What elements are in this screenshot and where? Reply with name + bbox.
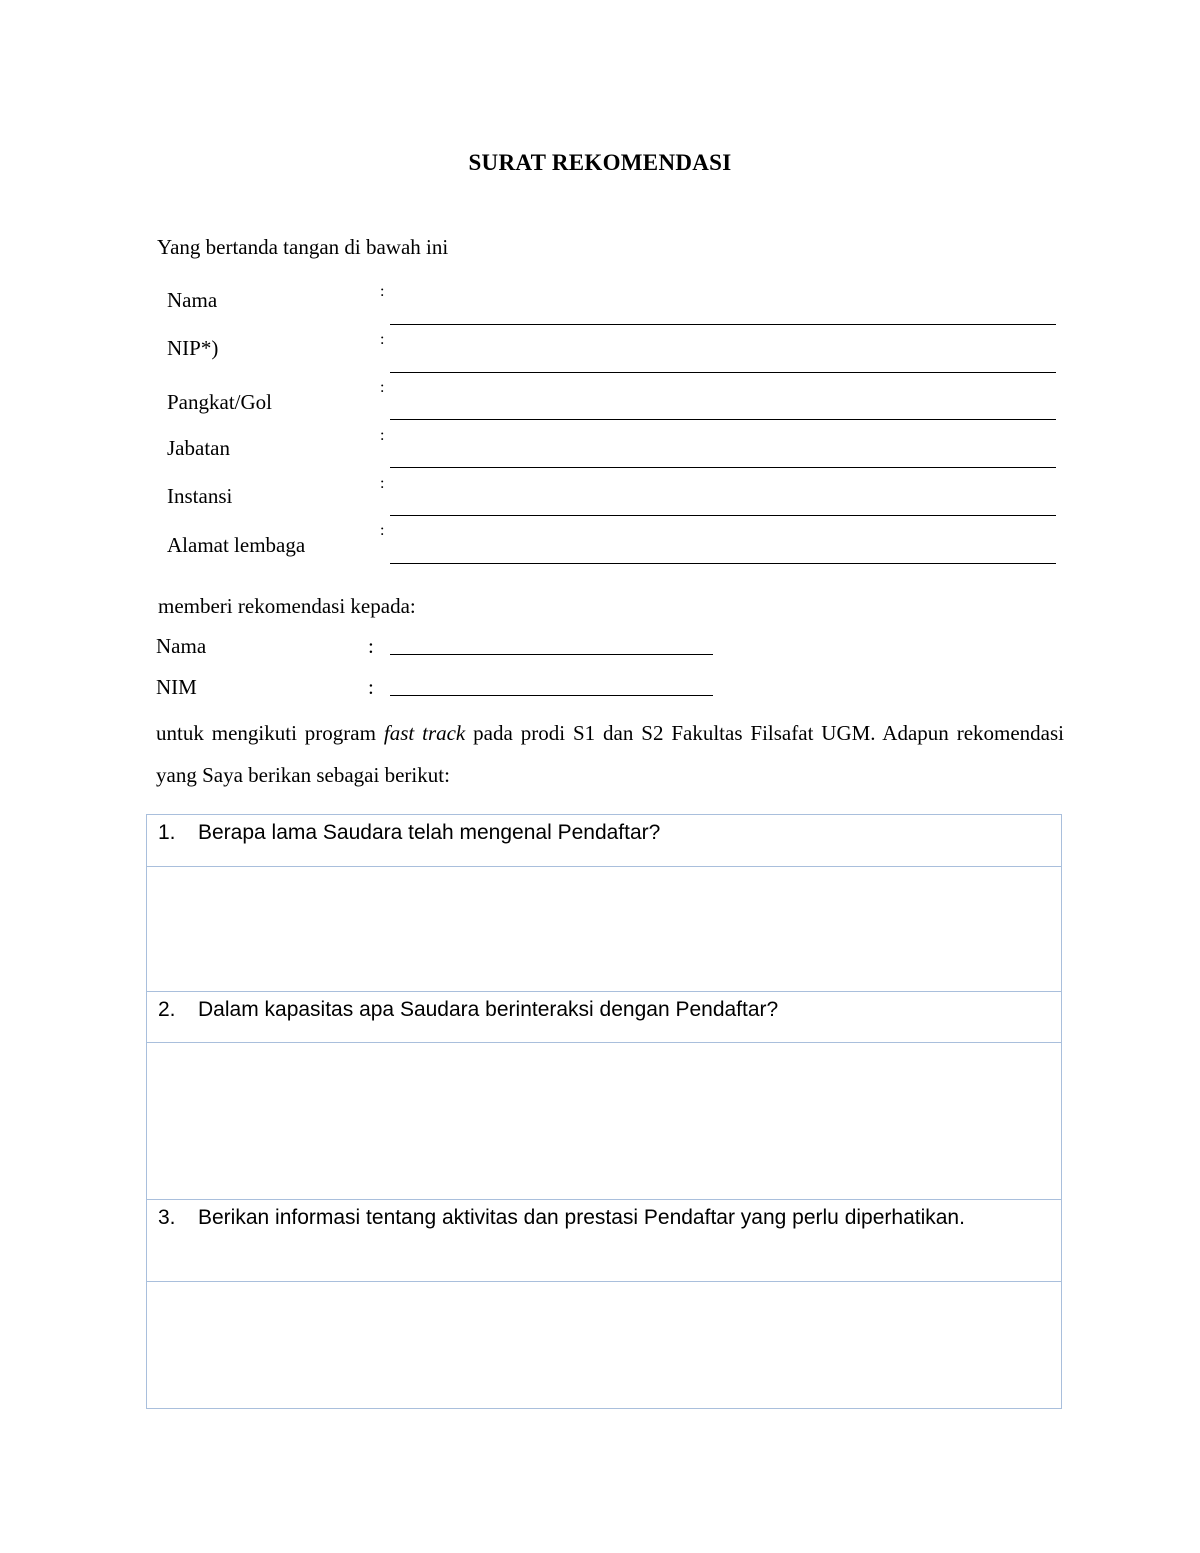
- answer-cell[interactable]: [147, 1043, 1062, 1200]
- program-paragraph: [156, 712, 1064, 796]
- document-title: SURAT REKOMENDASI: [468, 150, 732, 175]
- signer-institution-line[interactable]: [390, 515, 1056, 516]
- signer-rank-label: Pangkat/Gol: [167, 390, 272, 414]
- signer-nip-colon: :: [380, 331, 385, 348]
- paragraph-end: pada prodi S1 dan S2 Fakultas Filsafat UGM. Adapun rekomendasi yang Saya berikan sebagai berikut:: [156, 721, 1064, 787]
- paragraph-italic: fast track: [383, 721, 466, 745]
- paragraph-start: untuk mengikuti program: [156, 721, 384, 745]
- candidate-name-label: Nama: [156, 634, 207, 658]
- signer-institution-colon: :: [380, 475, 385, 492]
- candidate-name-line[interactable]: [390, 654, 713, 655]
- question-text: Berikan informasi tentang aktivitas dan prestasi Pendaftar yang perlu diperhatikan.: [198, 1206, 965, 1229]
- signer-institution-label: Instansi: [167, 484, 233, 508]
- question-number: 1.: [158, 821, 176, 844]
- candidate-nim-line[interactable]: [390, 695, 713, 696]
- recommend-intro: memberi rekomendasi kepada:: [158, 594, 416, 618]
- signer-name-line[interactable]: [390, 324, 1056, 325]
- signer-address-line[interactable]: [390, 563, 1056, 564]
- candidate-nim-label: NIM: [156, 675, 197, 699]
- question-row: [147, 815, 1062, 867]
- answer-cell[interactable]: [147, 867, 1062, 992]
- question-text: Dalam kapasitas apa Saudara berinteraksi dengan Pendaftar?: [198, 998, 779, 1021]
- candidate-nim-colon: :: [368, 675, 374, 699]
- signer-name-label: Nama: [167, 288, 218, 312]
- signer-address-label: Alamat lembaga: [167, 533, 306, 557]
- signer-nip-label: NIP*): [167, 336, 219, 360]
- question-text: Berapa lama Saudara telah mengenal Pendaftar?: [198, 821, 661, 844]
- signer-name-colon: :: [380, 283, 385, 300]
- signer-nip-line[interactable]: [390, 372, 1056, 373]
- candidate-name-colon: :: [368, 634, 374, 658]
- signer-position-colon: :: [380, 427, 385, 444]
- answer-cell[interactable]: [147, 1282, 1062, 1409]
- intro-text: Yang bertanda tangan di bawah ini: [157, 235, 449, 259]
- signer-position-label: Jabatan: [167, 436, 230, 460]
- signer-rank-colon: :: [380, 379, 385, 396]
- question-number: 3.: [158, 1206, 176, 1229]
- question-number: 2.: [158, 998, 176, 1021]
- signer-rank-line[interactable]: [390, 419, 1056, 420]
- question-row: [147, 1200, 1062, 1282]
- signer-position-line[interactable]: [390, 467, 1056, 468]
- recommendation-table: [146, 814, 1062, 1409]
- signer-address-colon: :: [380, 522, 385, 539]
- question-row: [147, 992, 1062, 1043]
